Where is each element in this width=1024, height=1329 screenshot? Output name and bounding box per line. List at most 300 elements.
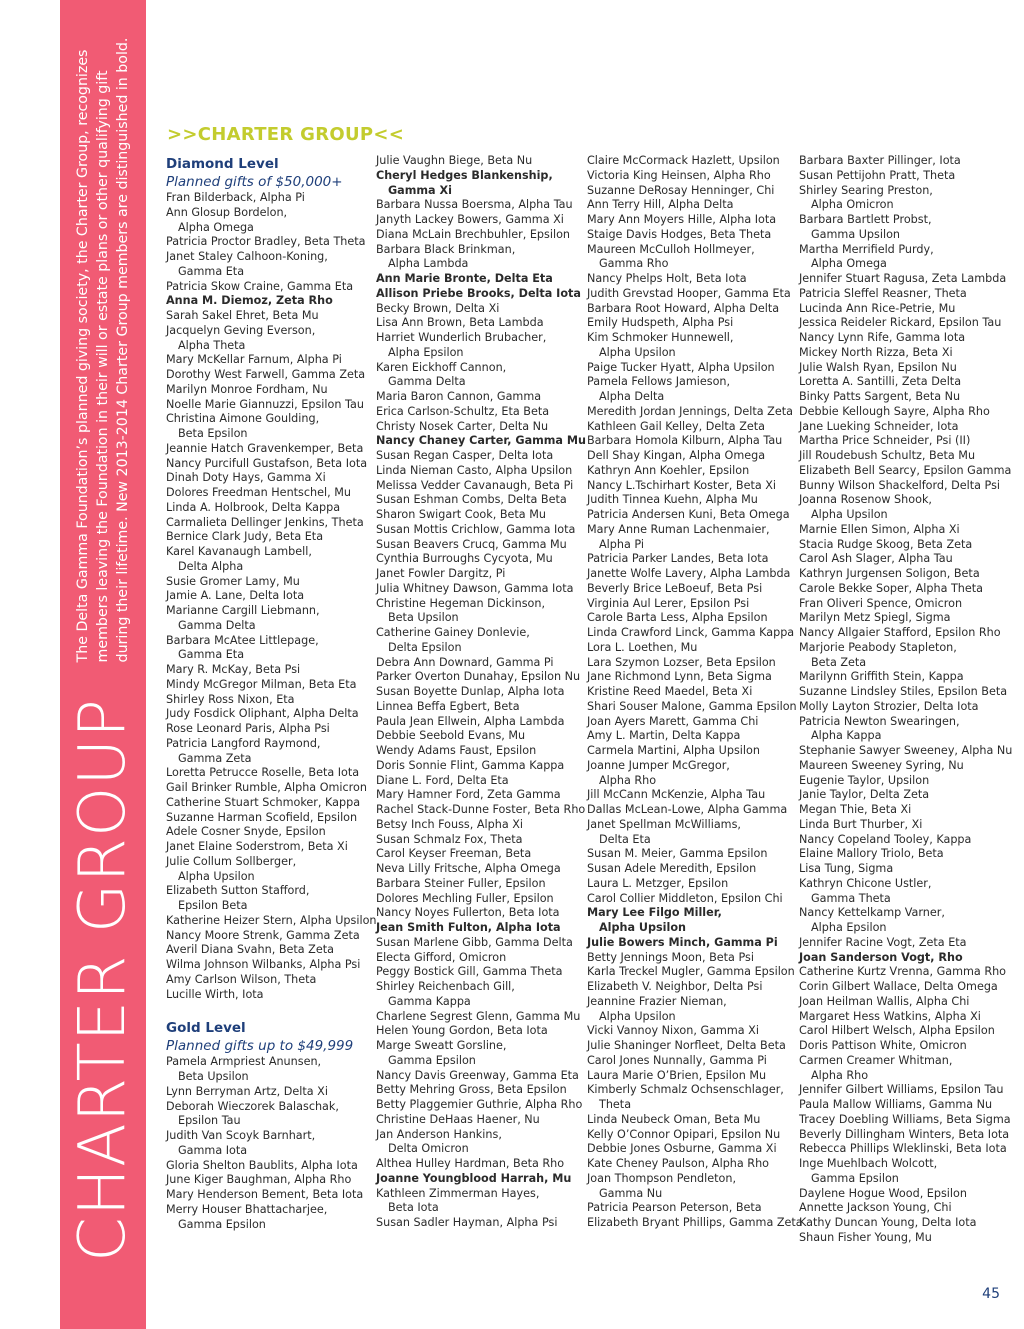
member-entry: Patricia Skow Craine, Gamma Eta bbox=[166, 279, 354, 293]
member-entry: Beverly Brice LeBoeuf, Beta Psi bbox=[587, 581, 763, 595]
member-entry: Joan Sanderson Vogt, Rho bbox=[799, 950, 963, 964]
member-entry: Katherine Heizer Stern, Alpha Upsilon bbox=[166, 913, 377, 927]
member-entry: Ann Glosup Bordelon, bbox=[166, 205, 288, 219]
member-entry: Catherine Kurtz Vrenna, Gamma Rho bbox=[799, 965, 1007, 979]
member-entry: Carole Barta Less, Alpha Epsilon bbox=[587, 611, 768, 625]
member-entry: Fran Oliveri Spence, Omicron bbox=[799, 596, 963, 610]
member-chapter-continuation: Alpha Rho bbox=[599, 773, 657, 787]
member-chapter-continuation: Beta Upsilon bbox=[388, 611, 459, 625]
member-entry: Martha Merrifield Purdy, bbox=[799, 242, 934, 256]
member-entry: Shaun Fisher Young, Mu bbox=[799, 1230, 932, 1244]
member-entry: Kathy Duncan Young, Delta Iota bbox=[799, 1216, 977, 1229]
member-entry: Staige Davis Hodges, Beta Theta bbox=[587, 227, 772, 241]
member-entry: Mary Ann Moyers Hille, Alpha Iota bbox=[587, 213, 777, 226]
intro-line: during their lifetime. New 2013-2014 Charter Group members are distinguished in bold. bbox=[115, 37, 131, 663]
member-entry: Helen Young Gordon, Beta Iota bbox=[376, 1024, 548, 1038]
member-entry: Catherine Gainey Donlevie, bbox=[376, 626, 530, 639]
member-entry: Susan Mottis Crichlow, Gamma Iota bbox=[376, 522, 576, 536]
member-entry: Susan Marlene Gibb, Gamma Delta bbox=[376, 935, 573, 949]
member-entry: Elaine Mallory Triolo, Beta bbox=[799, 847, 944, 861]
member-entry: Susan Regan Casper, Delta Iota bbox=[376, 449, 554, 462]
member-chapter-continuation: Gamma Xi bbox=[388, 183, 452, 197]
member-entry: Nancy Lynn Rife, Gamma Iota bbox=[799, 331, 966, 344]
member-entry: Nancy Phelps Holt, Beta Iota bbox=[587, 272, 747, 285]
member-entry: Anna M. Diemoz, Zeta Rho bbox=[166, 294, 333, 308]
member-chapter-continuation: Gamma Rho bbox=[599, 257, 669, 271]
level-subheading: Planned gifts of $50,000+ bbox=[166, 174, 343, 190]
member-entry: Betty Mehring Gross, Beta Epsilon bbox=[376, 1083, 567, 1097]
member-entry: Carmela Martini, Alpha Upsilon bbox=[587, 744, 760, 757]
member-entry: Linda Burt Thurber, Xi bbox=[799, 817, 923, 831]
member-chapter-continuation: Alpha Upsilon bbox=[178, 869, 255, 883]
member-entry: Christina Aimone Goulding, bbox=[166, 412, 320, 426]
member-entry: Suzanne Harman Scofield, Epsilon bbox=[166, 810, 358, 824]
member-entry: Adele Cosner Snyde, Epsilon bbox=[166, 825, 326, 839]
member-entry: Kathryn Jurgensen Soligon, Beta bbox=[799, 567, 980, 580]
member-entry: Mary Hamner Ford, Zeta Gamma bbox=[376, 788, 561, 802]
member-entry: Neva Lilly Fritsche, Alpha Omega bbox=[376, 862, 561, 875]
member-entry: Mary Anne Ruman Lachenmaier, bbox=[587, 522, 770, 536]
member-entry: Lora L. Loethen, Mu bbox=[587, 640, 698, 654]
member-entry: Annette Jackson Young, Chi bbox=[799, 1201, 952, 1215]
member-entry: Julie Walsh Ryan, Epsilon Nu bbox=[799, 360, 957, 374]
member-chapter-continuation: Gamma Eta bbox=[178, 648, 245, 662]
member-entry: Barbara Steiner Fuller, Epsilon bbox=[376, 876, 546, 890]
member-entry: Cynthia Burroughs Cycyota, Mu bbox=[376, 552, 553, 566]
member-entry: Jane Richmond Lynn, Beta Sigma bbox=[587, 670, 772, 684]
member-entry: Mary Lee Filgo Miller, bbox=[587, 906, 722, 920]
member-entry: Linda Nieman Casto, Alpha Upsilon bbox=[376, 463, 573, 477]
intro-text bbox=[73, 38, 133, 663]
member-chapter-continuation: Alpha Omicron bbox=[811, 198, 894, 212]
member-entry: Dolores Freedman Hentschel, Mu bbox=[166, 486, 351, 499]
member-entry: Diane L. Ford, Delta Eta bbox=[376, 773, 509, 787]
member-entry: Elizabeth Bryant Phillips, Gamma Zeta bbox=[587, 1216, 803, 1229]
member-entry: Catherine Stuart Schmoker, Kappa bbox=[166, 795, 361, 809]
member-chapter-continuation: Alpha Pi bbox=[599, 537, 644, 551]
member-entry: Jan Anderson Hankins, bbox=[376, 1127, 502, 1141]
member-entry: Janie Taylor, Delta Zeta bbox=[799, 788, 930, 802]
member-entry: Joanne Jumper McGregor, bbox=[587, 758, 730, 772]
member-entry: Susan Pettijohn Pratt, Theta bbox=[799, 168, 956, 182]
member-entry: Lynn Berryman Artz, Delta Xi bbox=[166, 1084, 328, 1098]
member-entry: Deborah Wieczorek Balaschak, bbox=[166, 1099, 339, 1113]
member-entry: Shirley Reichenbach Gill, bbox=[376, 980, 515, 993]
member-entry: Janyth Lackey Bowers, Gamma Xi bbox=[376, 213, 564, 226]
member-entry: Suzanne DeRosay Henninger, Chi bbox=[587, 183, 775, 197]
member-entry: Mary R. McKay, Beta Psi bbox=[166, 663, 301, 676]
member-entry: Nancy Davis Greenway, Gamma Eta bbox=[376, 1068, 579, 1082]
member-chapter-continuation: Alpha Theta bbox=[178, 338, 246, 352]
member-chapter-continuation: Gamma Epsilon bbox=[178, 1217, 266, 1231]
member-chapter-continuation: Epsilon Tau bbox=[178, 1114, 241, 1128]
member-entry: Gloria Shelton Baublits, Alpha Iota bbox=[166, 1158, 358, 1172]
member-entry: Marge Sweatt Gorsline, bbox=[376, 1039, 507, 1052]
member-entry: Kathryn Chicone Ustler, bbox=[799, 876, 932, 890]
member-entry: June Kiger Baughman, Alpha Rho bbox=[166, 1173, 352, 1187]
member-entry: Emily Hudspeth, Alpha Psi bbox=[587, 316, 734, 330]
member-entry: Shirley Searing Preston, bbox=[799, 183, 933, 197]
member-entry: Mindy McGregor Milman, Beta Eta bbox=[166, 677, 357, 691]
member-entry: Barbara Homola Kilburn, Alpha Tau bbox=[587, 434, 783, 448]
member-chapter-continuation: Gamma Delta bbox=[178, 618, 256, 632]
member-entry: Lara Szymon Lozser, Beta Epsilon bbox=[587, 655, 776, 669]
member-chapter-continuation: Alpha Delta bbox=[599, 390, 665, 403]
member-entry: Patricia Langford Raymond, bbox=[166, 736, 321, 750]
member-entry: Shari Souser Malone, Gamma Epsilon bbox=[587, 699, 797, 713]
member-entry: Mary McKellar Farnum, Alpha Pi bbox=[166, 353, 342, 367]
member-chapter-continuation: Alpha Epsilon bbox=[388, 345, 464, 359]
member-entry: Barbara Nussa Boersma, Alpha Tau bbox=[376, 198, 573, 212]
member-entry: Cheryl Hedges Blankenship, bbox=[376, 168, 553, 182]
member-entry: Rachel Stack-Dunne Foster, Beta Rho bbox=[376, 803, 586, 816]
level-spacer bbox=[166, 1002, 366, 1018]
section-title: >>CHARTER GROUP<< bbox=[167, 124, 405, 145]
member-entry: Kimberly Schmalz Ochsenschlager, bbox=[587, 1083, 784, 1097]
member-chapter-continuation: Delta Epsilon bbox=[388, 640, 462, 654]
member-entry: Jane Lueking Schneider, Iota bbox=[799, 419, 959, 433]
member-entry: Pamela Armpriest Anunsen, bbox=[166, 1055, 322, 1069]
intro-line: The Delta Gamma Foundation’s planned giving society, the Charter Group, recognizes bbox=[75, 49, 91, 663]
member-entry: Bunny Wilson Shackelford, Delta Psi bbox=[799, 478, 1001, 492]
member-entry: Betty Plaggemier Guthrie, Alpha Rho bbox=[376, 1098, 583, 1111]
member-chapter-continuation: Alpha Upsilon bbox=[599, 921, 686, 934]
member-chapter-continuation: Alpha Upsilon bbox=[599, 345, 676, 359]
member-chapter-continuation: Alpha Upsilon bbox=[811, 508, 888, 521]
member-entry: Kathleen Gail Kelley, Delta Zeta bbox=[587, 419, 765, 433]
member-entry: Patricia Pearson Peterson, Beta bbox=[587, 1201, 762, 1215]
member-entry: Janette Wolfe Lavery, Alpha Lambda bbox=[587, 567, 791, 580]
member-entry: Becky Brown, Delta Xi bbox=[376, 301, 500, 315]
member-entry: Marilynn Griffith Stein, Kappa bbox=[799, 670, 964, 684]
member-chapter-continuation: Alpha Upsilon bbox=[599, 1009, 676, 1023]
member-chapter-continuation: Alpha Lambda bbox=[388, 257, 469, 271]
member-chapter-continuation: Gamma Eta bbox=[178, 264, 245, 278]
member-entry: Megan Thie, Beta Xi bbox=[799, 803, 912, 816]
member-entry: Dallas McLean-Lowe, Alpha Gamma bbox=[587, 803, 788, 816]
member-chapter-continuation: Theta bbox=[599, 1098, 632, 1111]
name-column-3 bbox=[587, 154, 803, 1231]
member-entry: Maureen McCulloh Hollmeyer, bbox=[587, 242, 755, 256]
member-entry: Mickey North Rizza, Beta Xi bbox=[799, 345, 953, 359]
member-entry: Lisa Ann Brown, Beta Lambda bbox=[376, 316, 544, 330]
member-entry: Stephanie Sawyer Sweeney, Alpha Nu bbox=[799, 744, 1013, 757]
member-entry: Susie Gromer Lamy, Mu bbox=[166, 574, 300, 588]
member-chapter-continuation: Beta Iota bbox=[388, 1201, 439, 1215]
member-entry: Inge Muehlbach Wolcott, bbox=[799, 1157, 938, 1170]
member-entry: Carol Collier Middleton, Epsilon Chi bbox=[587, 891, 783, 905]
member-entry: Barbara Root Howard, Alpha Delta bbox=[587, 301, 780, 315]
member-entry: Debra Ann Downard, Gamma Pi bbox=[376, 655, 554, 669]
member-chapter-continuation: Epsilon Beta bbox=[178, 899, 248, 912]
member-entry: Kathryn Ann Koehler, Epsilon bbox=[587, 463, 750, 477]
member-entry: Linda A. Holbrook, Delta Kappa bbox=[166, 500, 341, 514]
member-entry: Marjorie Peabody Stapleton, bbox=[799, 640, 957, 654]
member-entry: Julie Bowers Minch, Gamma Pi bbox=[587, 935, 778, 949]
member-entry: Sharon Swigart Cook, Beta Mu bbox=[376, 508, 546, 521]
member-entry: Laura Marie O’Brien, Epsilon Mu bbox=[587, 1068, 767, 1082]
member-entry: Molly Layton Strozier, Delta Iota bbox=[799, 699, 979, 713]
member-entry: Janet Fowler Dargitz, Pi bbox=[376, 567, 506, 580]
member-entry: Susan Schmalz Fox, Theta bbox=[376, 832, 523, 846]
member-entry: Electa Gifford, Omicron bbox=[376, 950, 507, 964]
member-entry: Nancy Copeland Tooley, Kappa bbox=[799, 832, 972, 846]
member-entry: Janet Elaine Soderstrom, Beta Xi bbox=[166, 840, 348, 853]
member-chapter-continuation: Delta Eta bbox=[599, 832, 651, 846]
member-entry: Bernice Clark Judy, Beta Eta bbox=[166, 530, 324, 544]
member-entry: Claire McCormack Hazlett, Upsilon bbox=[587, 154, 780, 167]
member-entry: Susan Adele Meredith, Epsilon bbox=[587, 862, 757, 875]
member-entry: Elizabeth Sutton Stafford, bbox=[166, 884, 310, 898]
member-entry: Maureen Sweeney Syring, Nu bbox=[799, 758, 964, 772]
member-chapter-continuation: Gamma Epsilon bbox=[388, 1053, 476, 1067]
member-entry: Joan Heilman Wallis, Alpha Chi bbox=[799, 994, 970, 1008]
member-entry: Christine DeHaas Haener, Nu bbox=[376, 1112, 540, 1126]
member-entry: Patricia Andersen Kuni, Beta Omega bbox=[587, 508, 790, 521]
member-entry: Kim Schmoker Hunnewell, bbox=[587, 331, 734, 344]
member-entry: Susan Eshman Combs, Delta Beta bbox=[376, 493, 567, 507]
level-heading: Gold Level bbox=[166, 1020, 246, 1037]
member-entry: Susan M. Meier, Gamma Epsilon bbox=[587, 847, 768, 861]
member-entry: Carmen Creamer Whitman, bbox=[799, 1053, 953, 1067]
member-entry: Pamela Fellows Jamieson, bbox=[587, 375, 731, 389]
intro-text-block bbox=[60, 30, 146, 670]
member-entry: Parker Overton Dunahay, Epsilon Nu bbox=[376, 670, 581, 684]
member-entry: Carol Keyser Freeman, Beta bbox=[376, 847, 532, 861]
member-chapter-continuation: Gamma Epsilon bbox=[811, 1171, 899, 1185]
member-entry: Rose Leonard Paris, Alpha Psi bbox=[166, 722, 330, 735]
member-entry: Julie Vaughn Biege, Beta Nu bbox=[376, 154, 533, 167]
member-entry: Margaret Hess Watkins, Alpha Xi bbox=[799, 1009, 981, 1023]
member-chapter-continuation: Alpha Omega bbox=[811, 257, 887, 271]
member-entry: Dolores Mechling Fuller, Epsilon bbox=[376, 891, 554, 905]
member-entry: Charlene Segrest Glenn, Gamma Mu bbox=[376, 1009, 581, 1023]
member-entry: Patricia Parker Landes, Beta Iota bbox=[587, 552, 769, 566]
member-entry: Laura L. Metzger, Epsilon bbox=[587, 876, 729, 890]
member-entry: Elizabeth V. Neighbor, Delta Psi bbox=[587, 980, 763, 993]
member-entry: Doris Pattison White, Omicron bbox=[799, 1039, 967, 1052]
name-column-4 bbox=[799, 154, 1013, 1246]
member-entry: Jill McCann McKenzie, Alpha Tau bbox=[587, 788, 766, 802]
member-entry: Joanne Youngblood Harrah, Mu bbox=[376, 1171, 572, 1185]
member-entry: Loretta Petrucce Roselle, Beta Iota bbox=[166, 766, 360, 780]
member-entry: Joan Ayers Marett, Gamma Chi bbox=[587, 714, 759, 728]
member-entry: Jeannine Frazier Nieman, bbox=[587, 994, 727, 1008]
member-entry: Stacia Rudge Skoog, Beta Zeta bbox=[799, 537, 973, 551]
member-entry: Betsy Inch Fouss, Alpha Xi bbox=[376, 817, 524, 831]
member-entry: Linnea Beffa Egbert, Beta bbox=[376, 699, 520, 713]
member-chapter-continuation: Delta Alpha bbox=[178, 559, 244, 573]
member-entry: Jeannie Hatch Gravenkemper, Beta bbox=[166, 441, 364, 455]
member-entry: Janet Staley Calhoon-Koning, bbox=[166, 250, 328, 263]
member-entry: Meredith Jordan Jennings, Delta Zeta bbox=[587, 404, 793, 418]
member-entry: Suzanne Lindsley Stiles, Epsilon Beta bbox=[799, 685, 1008, 698]
member-entry: Julie Shaninger Norfleet, Delta Beta bbox=[587, 1039, 786, 1052]
member-entry: Julie Collum Sollberger, bbox=[166, 854, 297, 868]
member-entry: Barbara Bartlett Probst, bbox=[799, 213, 932, 226]
member-entry: Carol Hilbert Welsch, Alpha Epsilon bbox=[799, 1024, 995, 1038]
member-entry: Corin Gilbert Wallace, Delta Omega bbox=[799, 980, 998, 993]
vertical-title-block bbox=[60, 690, 146, 1270]
member-entry: Christy Nosek Carter, Delta Nu bbox=[376, 419, 549, 433]
member-entry: Carol Jones Nunnally, Gamma Pi bbox=[587, 1053, 767, 1067]
member-chapter-continuation: Alpha Omega bbox=[178, 220, 254, 234]
member-entry: Fran Bilderback, Alpha Pi bbox=[166, 191, 305, 204]
member-entry: Marilyn Monroe Fordham, Nu bbox=[166, 382, 328, 396]
member-entry: Karla Treckel Mugler, Gamma Epsilon bbox=[587, 965, 795, 979]
member-entry: Allison Priebe Brooks, Delta Iota bbox=[376, 286, 581, 300]
member-entry: Nancy Chaney Carter, Gamma Mu bbox=[376, 434, 586, 448]
member-entry: Dell Shay Kingan, Alpha Omega bbox=[587, 449, 766, 462]
member-entry: Nancy Kettelkamp Varner, bbox=[799, 906, 945, 920]
vertical-page-title: CHARTER GROUP bbox=[66, 698, 140, 1262]
member-entry: Linda Crawford Linck, Gamma Kappa bbox=[587, 626, 795, 639]
member-entry: Peggy Bostick Gill, Gamma Theta bbox=[376, 965, 563, 979]
member-entry: Susan Sadler Hayman, Alpha Psi bbox=[376, 1216, 558, 1229]
member-entry: Debbie Seebold Evans, Mu bbox=[376, 729, 526, 743]
member-entry: Joanna Rosenow Shook, bbox=[799, 493, 932, 507]
member-entry: Ann Terry Hill, Alpha Delta bbox=[587, 198, 734, 212]
member-entry: Jennifer Gilbert Williams, Epsilon Tau bbox=[799, 1083, 1004, 1097]
member-entry: Judith Tinnea Kuehn, Alpha Mu bbox=[587, 493, 758, 507]
name-column-2 bbox=[376, 154, 586, 1231]
member-entry: Paula Jean Ellwein, Alpha Lambda bbox=[376, 714, 565, 728]
member-chapter-continuation: Gamma Kappa bbox=[388, 994, 471, 1008]
member-entry: Harriet Wunderlich Brubacher, bbox=[376, 331, 547, 344]
member-entry: Wendy Adams Faust, Epsilon bbox=[376, 744, 537, 757]
member-entry: Linda Neubeck Oman, Beta Mu bbox=[587, 1112, 761, 1126]
member-entry: Mary Henderson Bement, Beta Iota bbox=[166, 1188, 364, 1201]
member-entry: Lisa Tung, Sigma bbox=[799, 862, 894, 875]
member-chapter-continuation: Delta Omicron bbox=[388, 1142, 469, 1156]
member-entry: Diana McLain Brechbuhler, Epsilon bbox=[376, 227, 571, 241]
member-entry: Maria Baron Cannon, Gamma bbox=[376, 390, 542, 403]
member-entry: Joan Thompson Pendleton, bbox=[587, 1171, 737, 1185]
member-entry: Karel Kavanaugh Lambell, bbox=[166, 545, 312, 558]
member-entry: Averil Diana Svahn, Beta Zeta bbox=[166, 943, 334, 957]
member-chapter-continuation: Gamma Delta bbox=[388, 375, 466, 389]
member-entry: Barbara Baxter Pillinger, Iota bbox=[799, 154, 961, 167]
member-entry: Barbara McAtee Littlepage, bbox=[166, 633, 319, 647]
member-entry: Nancy Moore Strenk, Gamma Zeta bbox=[166, 928, 360, 942]
member-chapter-continuation: Gamma Nu bbox=[599, 1186, 663, 1200]
member-entry: Doris Sonnie Flint, Gamma Kappa bbox=[376, 758, 565, 772]
member-entry: Daylene Hogue Wood, Epsilon bbox=[799, 1186, 967, 1200]
member-entry: Gail Brinker Rumble, Alpha Omicron bbox=[166, 781, 367, 794]
member-entry: Jean Smith Fulton, Alpha Iota bbox=[376, 921, 561, 934]
member-entry: Judy Fosdick Oliphant, Alpha Delta bbox=[166, 707, 359, 721]
member-entry: Loretta A. Santilli, Zeta Delta bbox=[799, 375, 962, 389]
member-entry: Judith Van Scoyk Barnhart, bbox=[166, 1129, 316, 1142]
member-chapter-continuation: Gamma Iota bbox=[178, 1143, 248, 1157]
member-entry: Melissa Vedder Cavanaugh, Beta Pi bbox=[376, 478, 574, 492]
member-entry: Virginia Aul Lerer, Epsilon Psi bbox=[587, 596, 750, 610]
member-chapter-continuation: Beta Zeta bbox=[811, 655, 867, 669]
member-entry: Karen Eickhoff Cannon, bbox=[376, 360, 507, 374]
member-chapter-continuation: Gamma Upsilon bbox=[811, 227, 901, 241]
member-entry: Amy Carlson Wilson, Theta bbox=[166, 972, 317, 986]
member-entry: Nancy L.Tschirhart Koster, Beta Xi bbox=[587, 478, 777, 492]
member-entry: Beverly Dillingham Winters, Beta Iota bbox=[799, 1127, 1010, 1141]
member-entry: Jennifer Racine Vogt, Zeta Eta bbox=[799, 935, 967, 949]
page-number: 45 bbox=[982, 1286, 1000, 1302]
member-entry: Barbara Black Brinkman, bbox=[376, 242, 516, 256]
member-entry: Carole Bekke Soper, Alpha Theta bbox=[799, 581, 984, 595]
member-chapter-continuation: Beta Upsilon bbox=[178, 1070, 249, 1083]
member-entry: Dinah Doty Hays, Gamma Xi bbox=[166, 471, 326, 485]
member-entry: Kristine Reed Maedel, Beta Xi bbox=[587, 685, 753, 698]
member-entry: Dorothy West Farwell, Gamma Zeta bbox=[166, 368, 366, 381]
member-entry: Debbie Jones Osburne, Gamma Xi bbox=[587, 1142, 777, 1156]
member-entry: Marilyn Metz Spiegl, Sigma bbox=[799, 611, 951, 625]
member-entry: Susan Beavers Crucq, Gamma Mu bbox=[376, 537, 567, 551]
member-chapter-continuation: Alpha Epsilon bbox=[811, 921, 887, 934]
member-entry: Tracey Doebling Williams, Beta Sigma bbox=[799, 1112, 1011, 1126]
member-entry: Christine Hegeman Dickinson, bbox=[376, 596, 546, 610]
member-chapter-continuation: Alpha Rho bbox=[811, 1068, 869, 1082]
level-heading: Diamond Level bbox=[166, 156, 279, 172]
member-entry: Wilma Johnson Wilbanks, Alpha Psi bbox=[166, 958, 361, 971]
member-entry: Erica Carlson-Schultz, Eta Beta bbox=[376, 404, 550, 418]
member-entry: Marianne Cargill Liebmann, bbox=[166, 604, 320, 617]
member-entry: Eugenie Taylor, Upsilon bbox=[799, 773, 930, 787]
member-entry: Amy L. Martin, Delta Kappa bbox=[587, 729, 741, 743]
member-entry: Debbie Kellough Sayre, Alpha Rho bbox=[799, 404, 990, 418]
member-entry: Carmalieta Dellinger Jenkins, Theta bbox=[166, 515, 364, 529]
member-entry: Sarah Sakel Ehret, Beta Mu bbox=[166, 309, 319, 322]
member-entry: Patricia Sleffel Reasner, Theta bbox=[799, 286, 967, 300]
member-entry: Jennifer Stuart Ragusa, Zeta Lambda bbox=[799, 272, 1007, 285]
member-entry: Julia Whitney Dawson, Gamma Iota bbox=[376, 581, 574, 595]
member-entry: Noelle Marie Giannuzzi, Epsilon Tau bbox=[166, 397, 364, 411]
member-entry: Nancy Purcifull Gustafson, Beta Iota bbox=[166, 456, 368, 470]
member-entry: Paula Mallow Williams, Gamma Nu bbox=[799, 1098, 993, 1111]
member-entry: Althea Hulley Hardman, Beta Rho bbox=[376, 1157, 565, 1170]
member-entry: Susan Boyette Dunlap, Alpha Iota bbox=[376, 685, 565, 698]
member-entry: Nancy Allgaier Stafford, Epsilon Rho bbox=[799, 626, 1001, 639]
member-entry: Kate Cheney Paulson, Alpha Rho bbox=[587, 1157, 770, 1170]
member-entry: Jacquelyn Geving Everson, bbox=[166, 323, 316, 337]
member-entry: Marnie Ellen Simon, Alpha Xi bbox=[799, 522, 960, 536]
member-entry: Kathleen Zimmerman Hayes, bbox=[376, 1186, 540, 1200]
member-entry: Jill Roudebush Schultz, Beta Mu bbox=[799, 449, 976, 462]
member-entry: Merry Houser Bhattacharjee, bbox=[166, 1202, 328, 1216]
member-entry: Ann Marie Bronte, Delta Eta bbox=[376, 272, 553, 285]
member-entry: Shirley Ross Nixon, Eta bbox=[166, 692, 295, 706]
member-entry: Carol Ash Slager, Alpha Tau bbox=[799, 552, 953, 566]
member-chapter-continuation: Alpha Kappa bbox=[811, 729, 882, 743]
member-entry: Rebecca Phillips Wleklinski, Beta Iota bbox=[799, 1142, 1007, 1156]
member-entry: Kelly O’Connor Opipari, Epsilon Nu bbox=[587, 1127, 781, 1141]
member-entry: Jamie A. Lane, Delta Iota bbox=[166, 589, 305, 603]
member-entry: Paige Tucker Hyatt, Alpha Upsilon bbox=[587, 360, 775, 374]
level-subheading: Planned gifts up to $49,999 bbox=[166, 1038, 354, 1055]
member-chapter-continuation: Gamma Zeta bbox=[178, 751, 252, 765]
member-entry: Nancy Noyes Fullerton, Beta Iota bbox=[376, 906, 560, 920]
intro-line: members leaving the Foundation in their will or estate plans or other qualifying gift bbox=[95, 70, 111, 663]
member-entry: Binky Patts Sargent, Beta Nu bbox=[799, 390, 961, 403]
member-entry: Judith Grevstad Hooper, Gamma Eta bbox=[587, 286, 791, 300]
member-chapter-continuation: Gamma Theta bbox=[811, 891, 891, 905]
member-chapter-continuation: Beta Epsilon bbox=[178, 427, 248, 440]
member-entry: Elizabeth Bell Searcy, Epsilon Gamma bbox=[799, 463, 1012, 477]
member-entry: Lucille Wirth, Iota bbox=[166, 987, 264, 1001]
member-entry: Lucinda Ann Rice-Petrie, Mu bbox=[799, 301, 956, 315]
member-entry: Jessica Reideler Rickard, Epsilon Tau bbox=[799, 316, 1002, 330]
member-entry: Vicki Vannoy Nixon, Gamma Xi bbox=[587, 1024, 759, 1038]
member-entry: Victoria King Heinsen, Alpha Rho bbox=[587, 168, 771, 182]
member-entry: Betty Jennings Moon, Beta Psi bbox=[587, 950, 754, 964]
